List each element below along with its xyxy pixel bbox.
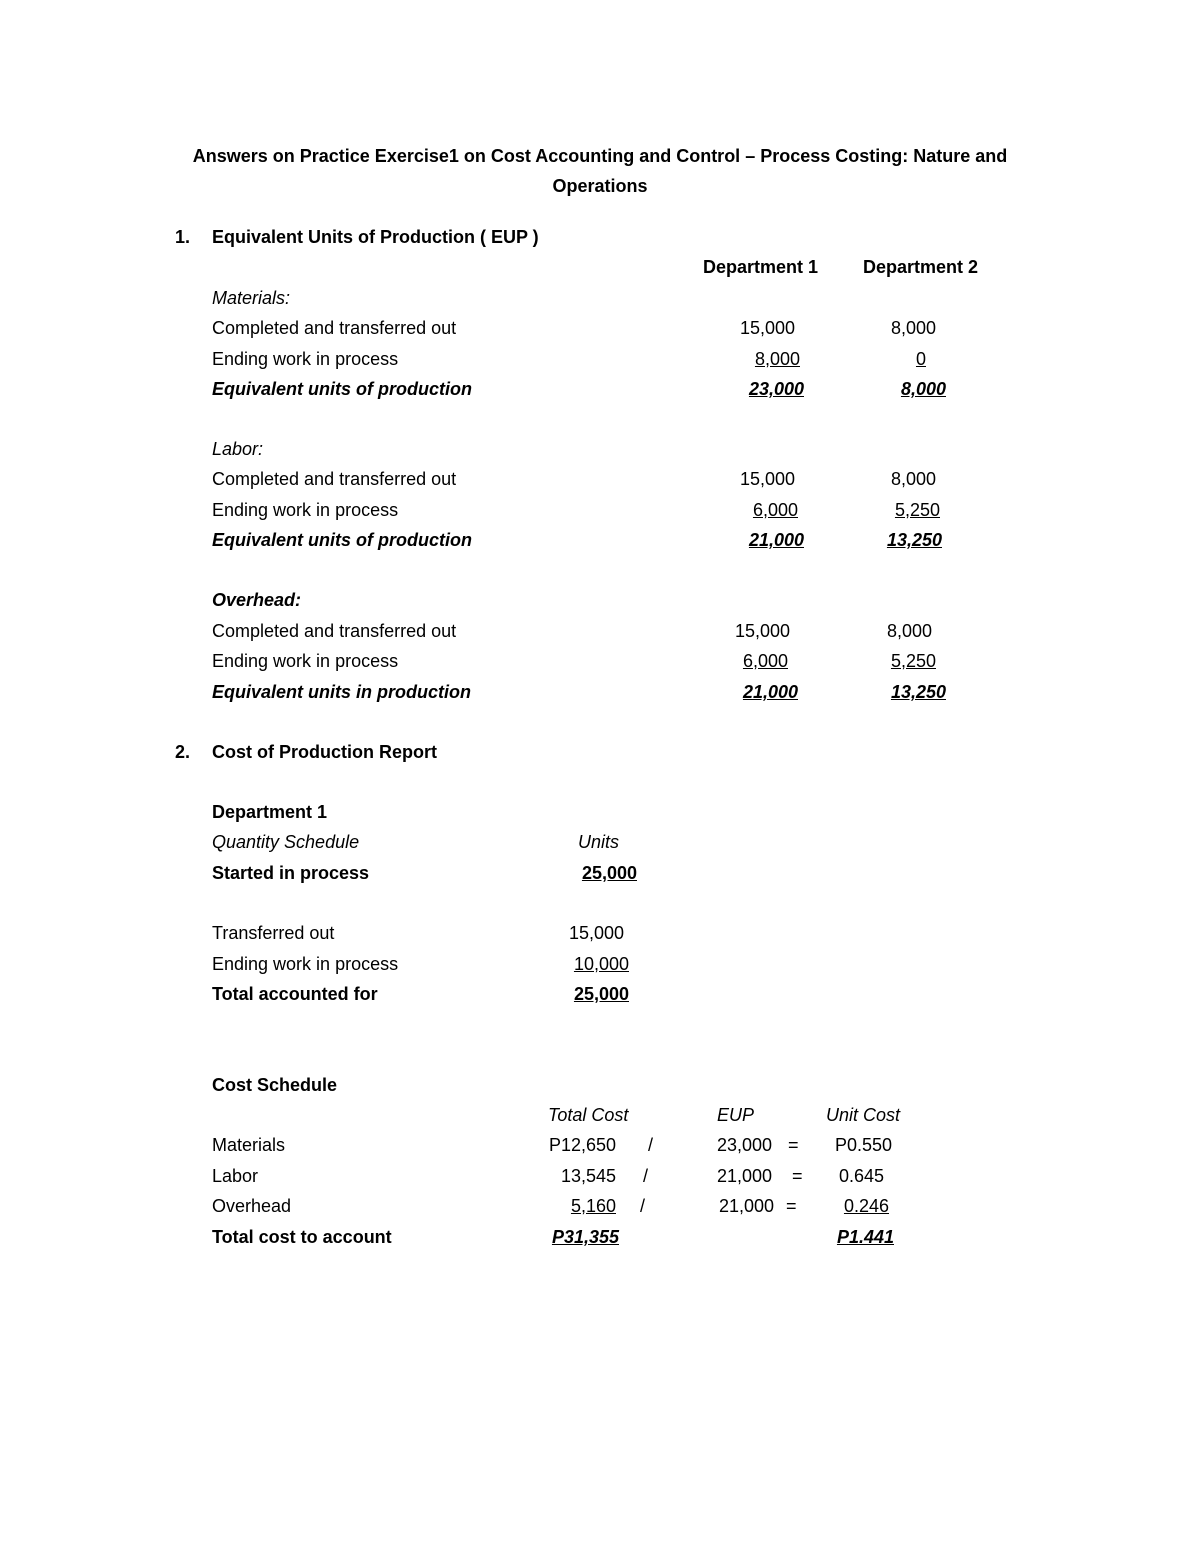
cost-row-total: 5,160 xyxy=(570,1196,616,1216)
value-dept-2: 8,000 xyxy=(890,318,936,338)
row-label: Transferred out xyxy=(212,923,335,943)
row-value: 15,000 xyxy=(568,923,624,943)
section-1-number: 1. xyxy=(175,227,191,247)
cost-row-label: Overhead xyxy=(212,1196,292,1216)
cost-row-eup: 23,000 xyxy=(716,1135,772,1155)
started-in-process-label: Started in process xyxy=(212,863,370,883)
row-label-total: Total accounted for xyxy=(212,984,378,1004)
cost-row-total: P12,650 xyxy=(548,1135,616,1155)
divide-symbol: / xyxy=(643,1166,649,1186)
equals-symbol: = xyxy=(788,1135,799,1155)
cost-row-label: Labor xyxy=(212,1166,259,1186)
total-dept-2: 8,000 xyxy=(900,379,946,399)
value-dept-1: 6,000 xyxy=(752,500,798,520)
cost-row-unit: 0.246 xyxy=(843,1196,889,1216)
header-total-cost: Total Cost xyxy=(548,1105,629,1125)
row-label: Completed and transferred out xyxy=(212,318,457,338)
col-header-department-2: Department 2 xyxy=(863,257,979,277)
equals-symbol: = xyxy=(786,1196,797,1216)
value-dept-1: 15,000 xyxy=(734,621,790,641)
section-2-number: 2. xyxy=(175,742,191,762)
header-eup: EUP xyxy=(717,1105,755,1125)
group-label-materials: Materials: xyxy=(212,288,291,308)
value-dept-1: 8,000 xyxy=(754,349,800,369)
value-dept-2: 8,000 xyxy=(890,469,936,489)
row-label: Ending work in process xyxy=(212,500,399,520)
cost-schedule-label: Cost Schedule xyxy=(212,1075,338,1095)
value-dept-1: 6,000 xyxy=(742,651,788,671)
row-label: Ending work in process xyxy=(212,651,399,671)
col-header-department-1: Department 1 xyxy=(703,257,819,277)
page-title-line-1: Answers on Practice Exercise1 on Cost Accounting and Control – Process Costing: Nature and xyxy=(192,146,1008,166)
row-value-total: 25,000 xyxy=(573,984,629,1004)
total-dept-1: 23,000 xyxy=(748,379,804,399)
section-2-heading: Cost of Production Report xyxy=(212,742,437,762)
row-value: 10,000 xyxy=(573,954,629,974)
row-label: Ending work in process xyxy=(212,349,399,369)
equals-symbol: = xyxy=(792,1166,803,1186)
cost-row-unit: P0.550 xyxy=(834,1135,892,1155)
total-dept-1: 21,000 xyxy=(742,682,798,702)
quantity-schedule-label: Quantity Schedule xyxy=(212,832,360,852)
row-label: Ending work in process xyxy=(212,954,399,974)
header-unit-cost: Unit Cost xyxy=(826,1105,901,1125)
divide-symbol: / xyxy=(640,1196,646,1216)
row-label-total: Equivalent units of production xyxy=(212,530,472,550)
value-dept-2: 0 xyxy=(915,349,926,369)
row-label: Completed and transferred out xyxy=(212,621,457,641)
units-header: Units xyxy=(578,832,620,852)
group-label-labor: Labor: xyxy=(212,439,264,459)
cost-row-unit: 0.645 xyxy=(838,1166,884,1186)
total-cost-label: Total cost to account xyxy=(212,1227,392,1247)
section-1-heading: Equivalent Units of Production ( EUP ) xyxy=(212,227,539,247)
total-cost-value: P31,355 xyxy=(551,1227,619,1247)
total-dept-1: 21,000 xyxy=(748,530,804,550)
row-label-total: Equivalent units in production xyxy=(212,682,471,702)
value-dept-2: 5,250 xyxy=(894,500,940,520)
cost-row-eup: 21,000 xyxy=(718,1196,774,1216)
page-title-line-2: Operations xyxy=(552,176,648,196)
value-dept-2: 8,000 xyxy=(886,621,932,641)
total-dept-2: 13,250 xyxy=(890,682,946,702)
cost-row-eup: 21,000 xyxy=(716,1166,772,1186)
total-dept-2: 13,250 xyxy=(886,530,942,550)
cost-row-label: Materials xyxy=(212,1135,286,1155)
divide-symbol: / xyxy=(648,1135,654,1155)
value-dept-1: 15,000 xyxy=(739,469,795,489)
total-unit-cost-value: P1.441 xyxy=(836,1227,894,1247)
group-label-overhead: Overhead: xyxy=(212,590,302,610)
row-label: Completed and transferred out xyxy=(212,469,457,489)
cost-row-total: 13,545 xyxy=(560,1166,616,1186)
value-dept-2: 5,250 xyxy=(890,651,936,671)
started-in-process-value: 25,000 xyxy=(581,863,637,883)
value-dept-1: 15,000 xyxy=(739,318,795,338)
department-heading: Department 1 xyxy=(212,802,328,822)
row-label-total: Equivalent units of production xyxy=(212,379,472,399)
